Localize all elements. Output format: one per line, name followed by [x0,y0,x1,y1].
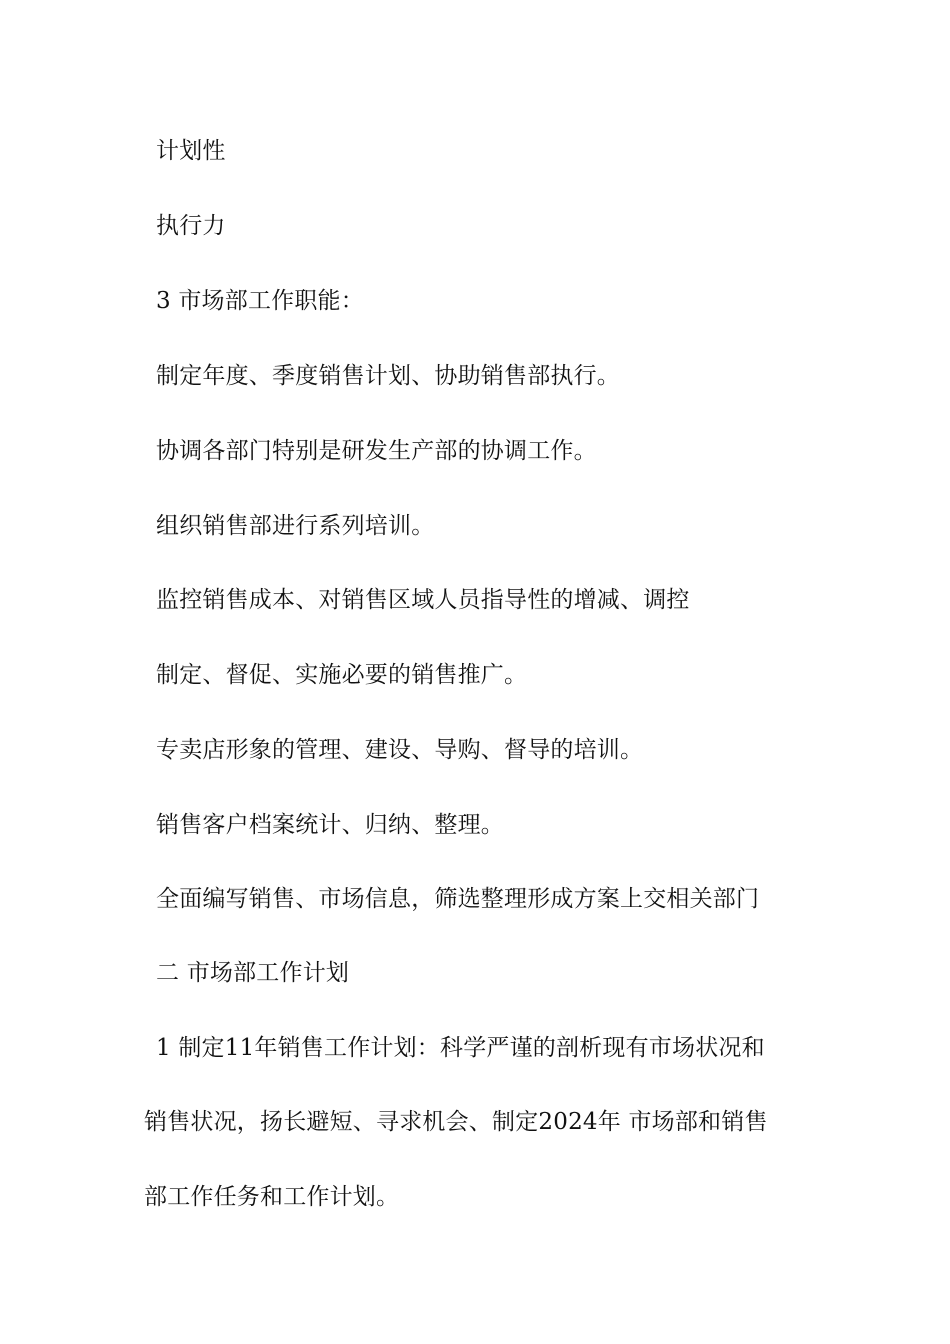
text-line: 执行力 [156,213,226,239]
text-line: 组织销售部进行系列培训。 [156,513,435,539]
paragraph-line: 销售状况，扬长避短、寻求机会、制定2024年 市场部和销售 [144,1109,768,1135]
text-line: 全面编写销售、市场信息，筛选整理形成方案上交相关部门 [156,886,760,912]
text-line: 协调各部门特别是研发生产部的协调工作。 [156,438,597,464]
section-heading: 3 市场部工作职能： [156,288,364,314]
text-line: 制定、督促、实施必要的销售推广。 [156,662,528,688]
text-line: 计划性 [156,138,226,164]
text-line: 监控销售成本、对销售区域人员指导性的增减、调控 [156,587,690,613]
text-line: 专卖店形象的管理、建设、导购、督导的培训。 [156,737,644,763]
paragraph-line: 1 制定11年销售工作计划：科学严谨的剖析现有市场状况和 [156,1035,765,1061]
section-heading: 二 市场部工作计划 [156,960,350,986]
paragraph-line: 部工作任务和工作计划。 [144,1184,400,1210]
text-line: 销售客户档案统计、归纳、整理。 [156,812,504,838]
text-line: 制定年度、季度销售计划、协助销售部执行。 [156,363,620,389]
